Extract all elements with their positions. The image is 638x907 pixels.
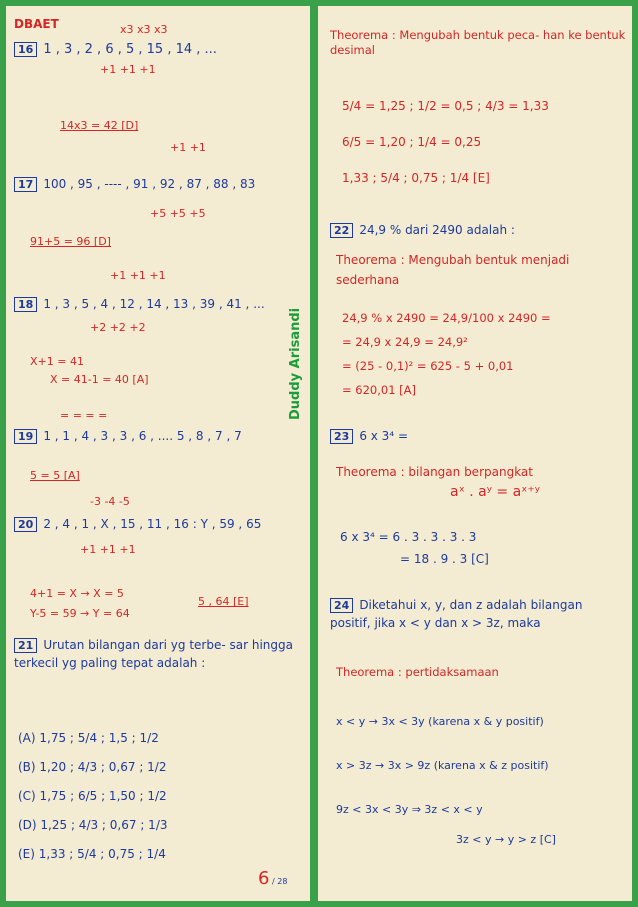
q19-sequence: 1 , 1 , 4 , 3 , 3 , 6 , .... 5 , 8 , 7 , 7	[43, 429, 242, 443]
q16	[14, 42, 217, 58]
q16-answer-text: 14x3 = 42 [D]	[60, 119, 139, 132]
q21-option-e: (E) 1,33 ; 5/4 ; 0,75 ; 1/4	[18, 847, 166, 861]
q21-option-d: (D) 1,25 ; 4/3 ; 0,67 ; 1/3	[18, 818, 168, 832]
q21-question: Urutan bilangan dari yg terbe- sar hingga terkecil yg paling tepat adalah :	[14, 638, 293, 670]
q22-step-4: = 620,01 [A]	[342, 383, 417, 397]
q20-number: 20	[14, 517, 37, 532]
q20	[14, 516, 261, 532]
conversion-line-2: 6/5 = 1,20 ; 1/4 = 0,25	[342, 135, 482, 149]
q20-sequence: 2 , 4 , 1 , X , 15 , 11 , 16 : Y , 59 , 65	[43, 517, 262, 531]
q19-number: 19	[14, 429, 37, 444]
page-current: 6	[258, 868, 270, 889]
q22-theorem: Theorema : Mengubah bentuk menjadi sederhana	[336, 253, 570, 287]
q17-answer	[30, 234, 111, 250]
q23-rule: aˣ . aʸ = aˣ⁺ʸ	[450, 484, 540, 500]
q23-step-2: = 18 . 9 . 3 [C]	[400, 552, 489, 566]
border-right	[632, 0, 638, 907]
q21-option-b: (B) 1,20 ; 4/3 ; 0,67 ; 1/2	[18, 760, 167, 774]
q24	[330, 596, 626, 632]
conversion-line-1: 5/4 = 1,25 ; 1/2 = 0,5 ; 4/3 = 1,33	[342, 99, 549, 113]
q21-options	[18, 724, 168, 869]
q23-step-1: 6 x 3⁴ = 6 . 3 . 3 . 3 . 3	[340, 530, 477, 544]
q18	[14, 296, 265, 312]
q19-top-ops: = = = =	[60, 409, 108, 422]
q17-answer-text: 91+5 = 96 [D]	[30, 235, 111, 248]
q21	[14, 636, 294, 672]
q19	[14, 428, 242, 444]
q18-answer-1: X+1 = 41	[30, 355, 84, 368]
q22-step-1: 24,9 % x 2490 = 24,9/100 x 2490 =	[342, 311, 551, 325]
q24-step-3: 9z < 3x < 3y ⇒ 3z < x < y	[336, 803, 483, 816]
q21-option-c: (C) 1,75 ; 6/5 ; 1,50 ; 1/2	[18, 789, 167, 803]
q22-question: 24,9 % dari 2490 adalah :	[359, 223, 515, 237]
q16-number: 16	[14, 42, 37, 57]
q24-number: 24	[330, 598, 353, 613]
border-bottom	[0, 901, 638, 907]
q20-answer-3-text: 5 , 64 [E]	[198, 595, 249, 608]
q21-number: 21	[14, 638, 37, 653]
q22-steps	[342, 306, 551, 402]
q17-bottom-ops: +5 +5 +5	[150, 207, 206, 220]
page-total: 28	[277, 877, 288, 886]
page-number: 6 / 28	[258, 868, 288, 889]
q17	[14, 176, 255, 192]
q20-bottom-ops: +1 +1 +1	[80, 543, 136, 556]
theorem-1-label: Theorema :	[330, 28, 396, 42]
q19-answer	[30, 468, 80, 484]
q23-number: 23	[330, 429, 353, 444]
q18-top-ops: +1 +1 +1	[110, 269, 166, 282]
q23-question: 6 x 3⁴ =	[359, 429, 408, 443]
theorem-1	[330, 28, 626, 58]
conversion-line-3: 1,33 ; 5/4 ; 0,75 ; 1/4 [E]	[342, 171, 490, 185]
column-divider	[310, 0, 318, 907]
q17-number: 17	[14, 177, 37, 192]
conversions	[342, 88, 549, 196]
q18-answer-2: X = 41-1 = 40 [A]	[50, 373, 149, 386]
q24-steps	[336, 700, 556, 848]
q24-step-4: 3z < y → y > z [C]	[456, 833, 556, 846]
q16-top-ops: x3 x3 x3	[120, 23, 168, 36]
q17-sequence: 100 , 95 , ---- , 91 , 92 , 87 , 88 , 83	[43, 177, 256, 191]
q24-step-1: x < y → 3x < 3y (karena x & y positif)	[336, 715, 544, 728]
q22	[330, 222, 515, 238]
q21-option-a: (A) 1,75 ; 5/4 ; 1,5 ; 1/2	[18, 731, 159, 745]
q24-theorem: Theorema : pertidaksamaan	[336, 665, 499, 679]
q23-steps	[340, 526, 489, 570]
q23	[330, 428, 408, 444]
q24-step-2: x > 3z → 3x > 9z (karena x & z positif)	[336, 759, 549, 772]
header-title: DBAET	[14, 17, 59, 31]
q22-step-2: = 24,9 x 24,9 = 24,9²	[342, 335, 468, 349]
border-left	[0, 0, 6, 907]
q18-number: 18	[14, 297, 37, 312]
q20-answer-1: 4+1 = X → X = 5	[30, 587, 124, 600]
q20-answer-2: Y-5 = 59 → Y = 64	[30, 607, 130, 620]
q17-top-ops: +1 +1	[170, 141, 206, 154]
q20-answer-3	[198, 594, 249, 610]
border-top	[0, 0, 638, 6]
q18-bottom-ops: +2 +2 +2	[90, 321, 146, 334]
q16-answer	[60, 118, 138, 134]
theorem-1-text: Mengubah bentuk peca- han ke bentuk desimal	[330, 28, 626, 57]
q18-sequence: 1 , 3 , 5 , 4 , 12 , 14 , 13 , 39 , 41 , ...	[43, 297, 265, 311]
author-signature: Duddy Arisandi	[288, 307, 303, 420]
q24-question: Diketahui x, y, dan z adalah bilangan positif, jika x < y dan x > 3z, maka	[330, 598, 583, 630]
q20-top-ops: -3 -4 -5	[90, 495, 130, 508]
q22-step-3: = (25 - 0,1)² = 625 - 5 + 0,01	[342, 359, 514, 373]
q16-bottom-ops: +1 +1 +1	[100, 63, 156, 76]
q23-theorem: Theorema : bilangan berpangkat	[336, 465, 533, 479]
q22-number: 22	[330, 223, 353, 238]
q16-sequence: 1 , 3 , 2 , 6 , 5 , 15 , 14 , ...	[43, 42, 217, 57]
q19-answer-text: 5 = 5 [A]	[30, 469, 80, 482]
